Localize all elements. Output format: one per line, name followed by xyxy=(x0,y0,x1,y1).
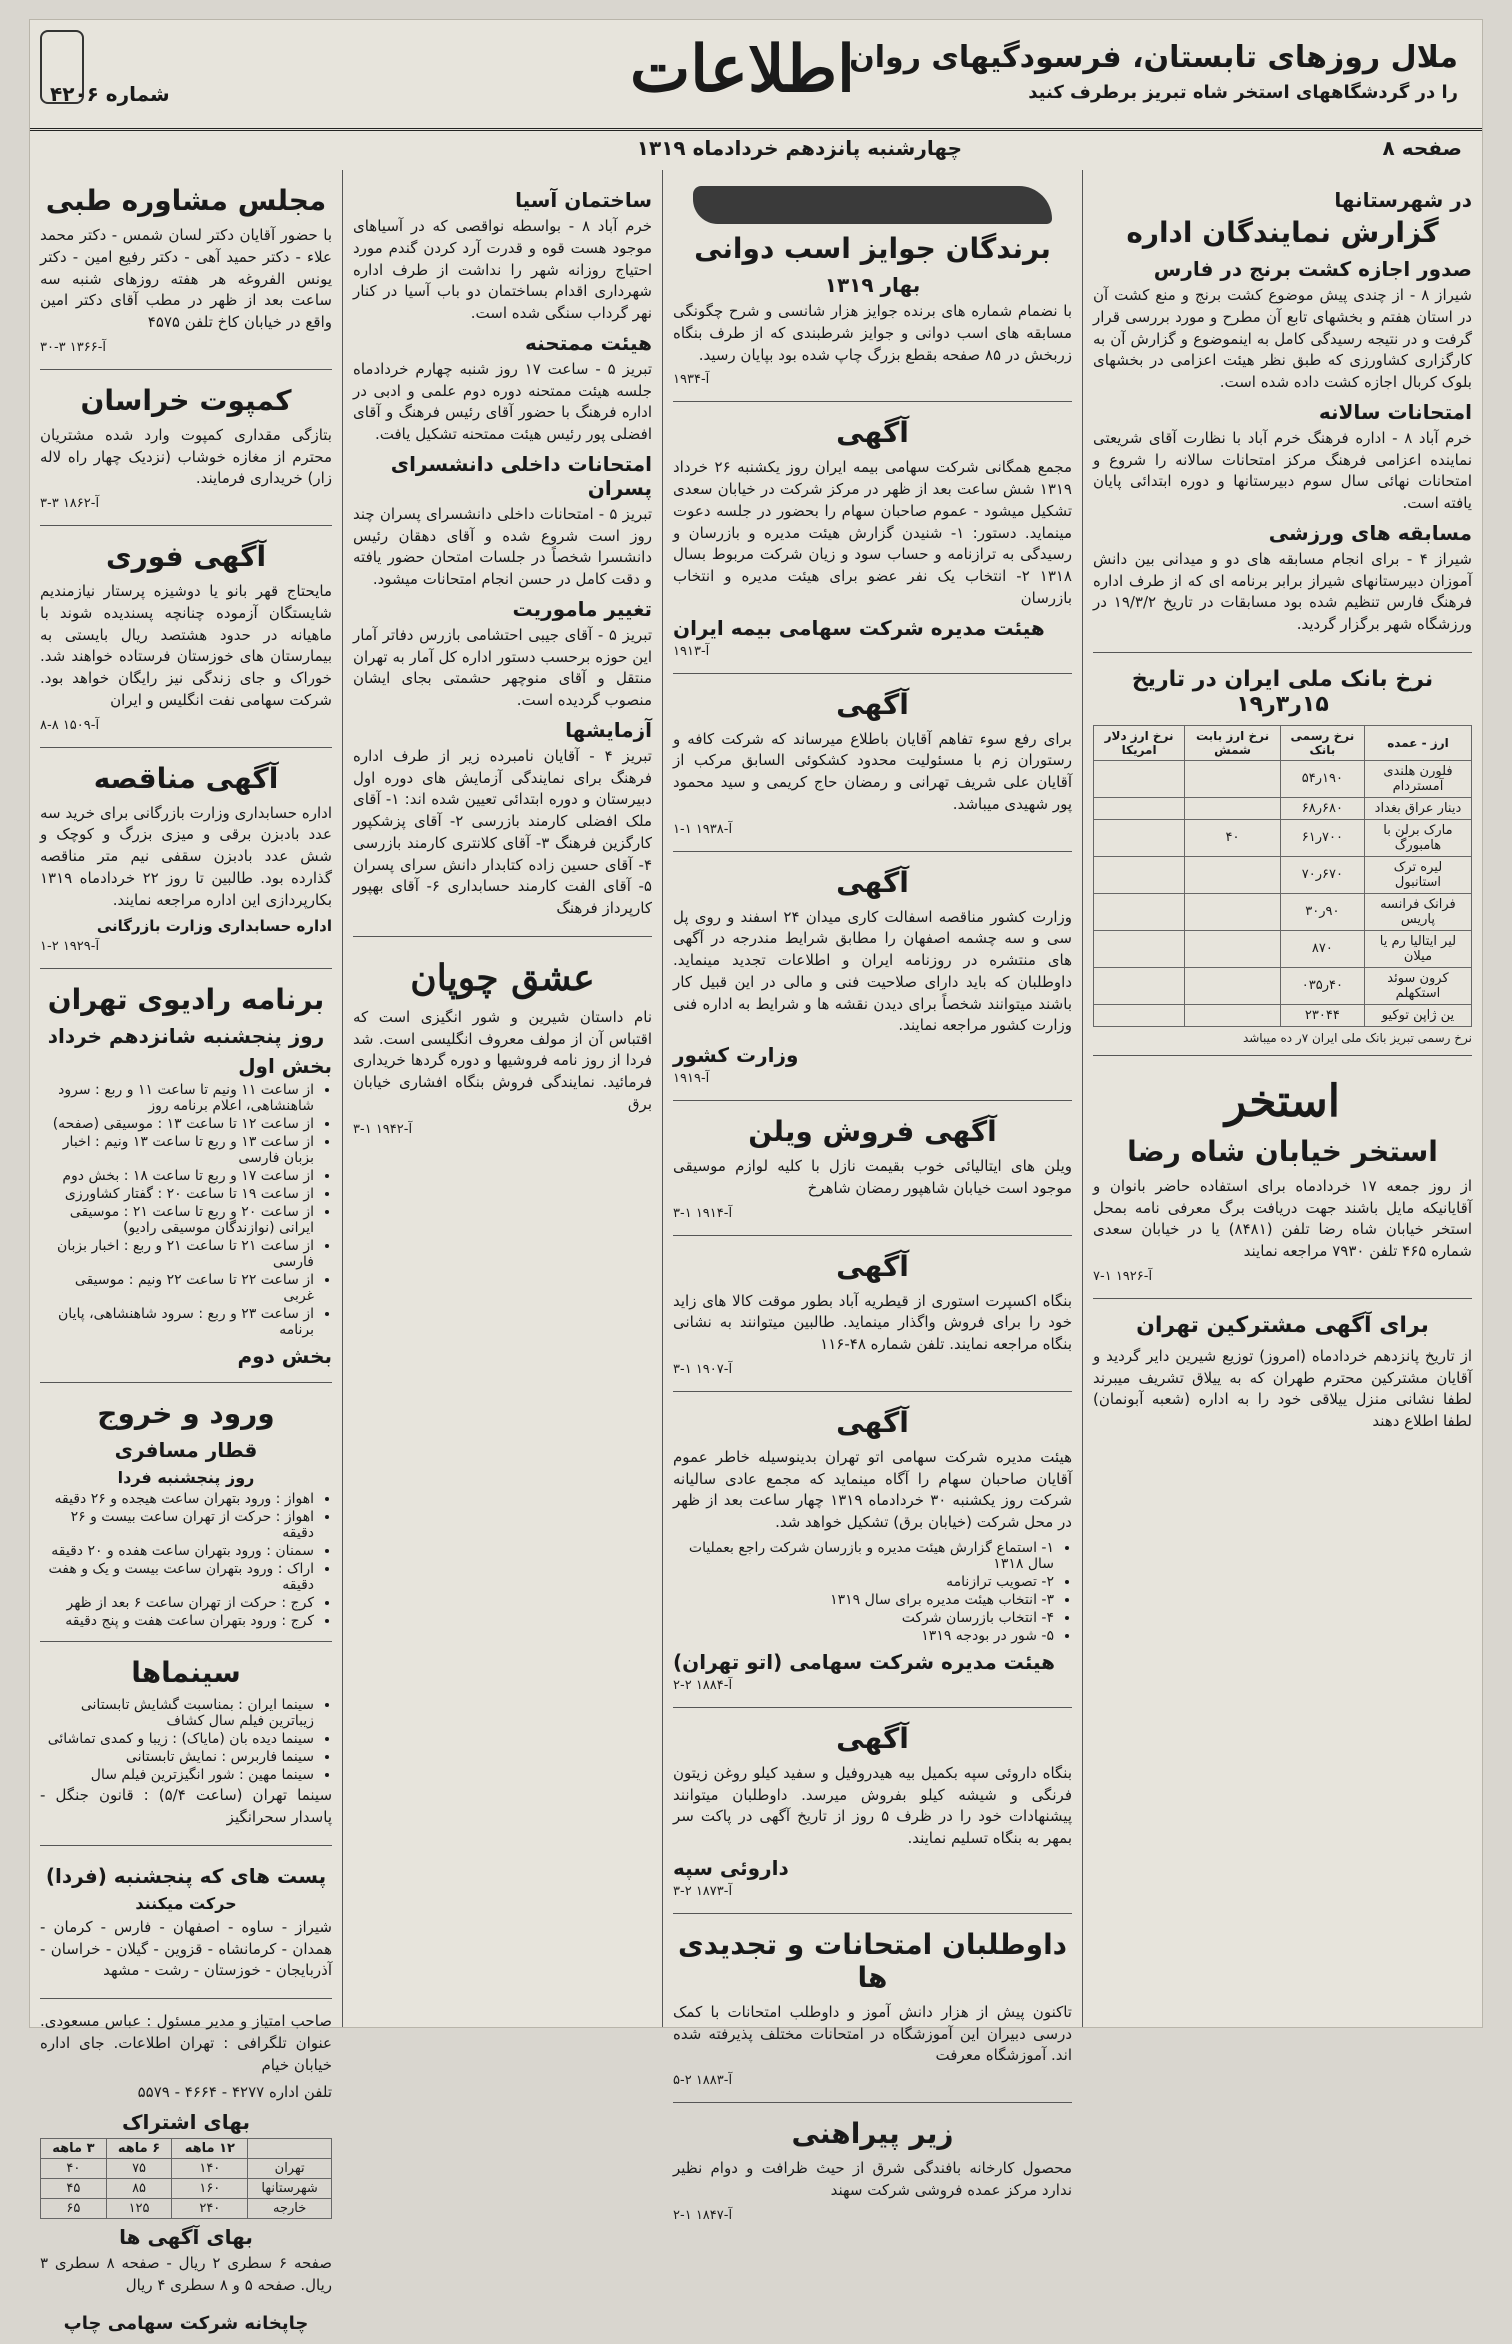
ad-text: مجمع همگانی شرکت سهامی بیمه ایران روز یکشنبه ۲۶ خرداد ۱۳۱۹ شش ساعت بعد از ظهر در مرکز شرکت در خیابان سعدی تشکیل میشود - عموم صاحبان سهام را بحضور در جلسه دعوت مینماید. دستور: ۱- شنیدن گزارش هیئت مدیره و بازرسان و رسیدگی به ترازنامه و حساب سود و زیان شرکت مربوط بسال ۱۳۱۸ ۲- انتخاب یک نفر عضو برای هیئت مدیره و انتخاب بازرسان xyxy=(673,458,1073,607)
rate-cell xyxy=(1185,856,1281,893)
article-heading: امتحانات سالانه xyxy=(1318,399,1472,424)
rate-cell: دینار عراق بغداد xyxy=(1364,797,1471,819)
list-item: • کرج : ورود بتهران ساعت هفت و پنج دقیقه xyxy=(40,1613,314,1629)
notice-text: بتازگی مقداری کمپوت وارد شده مشتریان محترم از مغازه خوشاب (نزدیک چهار راه لاله زار) خریداری فرمایند. xyxy=(40,425,332,488)
auto-tehran-ad xyxy=(673,1398,1072,1708)
dateline xyxy=(30,132,1482,164)
cinema-extra: سینما تهران (ساعت ۵/۴) : قانون جنگل - پاسدار سحرانگیز xyxy=(40,1786,333,1826)
ministry-ad xyxy=(673,858,1072,1102)
rate-cell: ۹۰ر۳۰ xyxy=(1280,893,1364,930)
article-heading: تغییر ماموریت xyxy=(512,596,652,621)
ad-code: آ-۱۸۷۳ ۲-۳ xyxy=(673,1883,733,1899)
table-cell: ۴۰ xyxy=(41,2159,107,2179)
rate-cell: فلورن هلندی آمستردام xyxy=(1364,760,1471,797)
cinema-title: سینماها xyxy=(131,1656,241,1690)
section-title: گزارش نمایندگان اداره xyxy=(1126,216,1439,249)
notice-title: برندگان جوایز اسب دوانی xyxy=(694,232,1051,265)
list-item: • ۴- انتخاب بازرسان شرکت xyxy=(673,1610,1054,1626)
list-item: • سمنان : ورود بتهران ساعت هفده و ۲۰ دقیقه xyxy=(40,1543,314,1559)
subscription-table xyxy=(40,2138,332,2219)
printer-name: چاپخانه شرکت سهامی چاپ xyxy=(63,2312,309,2334)
ad-code: آ-۱۹۰۷ ۱-۳ xyxy=(673,1361,733,1377)
rates-table xyxy=(1093,725,1472,1027)
provinces-section xyxy=(1093,176,1472,653)
medical-consult xyxy=(40,176,332,370)
table-row xyxy=(41,2199,332,2219)
issue-date: چهارشنبه پانزدهم خردادماه ۱۳۱۹ xyxy=(636,136,962,160)
newspaper-logo: اطلاعات xyxy=(630,32,855,107)
radio-schedule xyxy=(40,1082,332,1338)
rate-cell xyxy=(1185,1004,1281,1026)
table-cell: ۱۴۰ xyxy=(172,2159,248,2179)
radio-part: بخش دوم xyxy=(237,1344,332,1369)
pharmacy-ad xyxy=(673,1714,1072,1914)
table-row xyxy=(1094,1004,1472,1026)
ad-text: بنگاه داروئی سپه بکمیل بیه هیدروفیل و سفید کیلو روغن زیتون فرنگی و شیشه کیلو بفروش میرسد. داوطلبان میتوانند پیشنهادات خود را در ظرف ۵ روز از تاریخ آگهی در پاکت سر بمهر به بنگاه تسلیم نمایند. xyxy=(673,1763,1072,1847)
table-row xyxy=(41,2179,332,2199)
table-cell: ۸۵ xyxy=(106,2179,172,2199)
express-ad xyxy=(673,1242,1072,1392)
pool-subtitle: استخر خیابان شاه رضا xyxy=(1127,1134,1438,1168)
exam-ad xyxy=(673,1920,1072,2103)
ad-code: آ-۱۵۰۹ ۸-۸ xyxy=(40,717,100,733)
subscribers-text: از تاریخ پانزدهم خردادماه (امروز) توزیع شیرین دایر گردید و آقایان مشترکین محترم طهران که به ییلاق تشریف میبرند لطفا نشانی منزل ییلاقی خود را به اداره (شعبه آبونمان) لطفا اطلاع دهند xyxy=(1093,1346,1472,1430)
radio-subtitle: روز پنجشنبه شانزدهم خرداد xyxy=(47,1024,325,1049)
notice-title: آگهی مناقصه xyxy=(93,761,279,795)
rate-cell: ۲۳۰۴۴ xyxy=(1280,1004,1364,1026)
urgent-ad xyxy=(40,532,332,748)
ad-code: آ-۱۹۱۹ xyxy=(673,1071,710,1086)
newspaper-page xyxy=(30,20,1482,2334)
rates-header: نرخ ارز بابت شمش xyxy=(1185,725,1281,760)
subscribers-notice xyxy=(1093,1305,1472,1449)
rate-cell: ۷۰۰ر۶۱ xyxy=(1280,819,1364,856)
ad-text: برای رفع سوء تفاهم آقایان باطلاع میرساند که شرکت کافه و رستوران زم با مسئولیت محدود کشکوئی السابق مرکب از آقایان علی شریف تهرانی و رمضان حاج کریمی و سید محمود پور شهیدی میباشد. xyxy=(673,729,1072,813)
ad-signature: هیئت مدیره شرکت سهامی (اتو تهران) xyxy=(673,1649,1056,1674)
article-text: شیراز ۸ - از چندی پیش موضوع کشت برنج و منع کشت آن در استان هفتم و بخشهای تابع آن مطرح و مورد بررسی قرار گرفت و در نتیجه رسیدگی کامل به اینموضوع و گزارش آن به کارگزاری کشاورزی که طبق نظر هیئت اعزامی در بخشهای بلوک کربال اجازه کشت داده شده است. xyxy=(1093,286,1472,391)
masthead-subslogan: را در گردشگاههای استخر شاه تبریز برطرف کنید xyxy=(1028,82,1458,103)
insurance-ad xyxy=(673,408,1072,673)
ad-code: آ-۱۹۲۹ ۲-۱ xyxy=(40,939,100,955)
article-text: خرم آباد ۸ - بواسطه نواقصی که در آسیاهای موجود هست قوه و قدرت آرد کردن گندم مورد احتیاج روزانه شهر را نداشت از طرف اداره شهرداری اقدام بساختمان دو باب آسیا در کنار نهر گرداب سنگی شده است. xyxy=(353,217,652,322)
ad-title: آگهی فروش ویلن xyxy=(748,1115,997,1148)
table-row xyxy=(1094,856,1472,893)
notice-text: مایحتاج قهر بانو یا دوشیزه پرستار نیازمندیم شایستگان آزموده چنانچه پسندیده شوند با ماهیانه در حدود هشتصد ریال بایستی به بیمارستان های خوزستان فرستاده خواهند شد. خوراک و جای زندگی نیز رایگان خواهد بود. شرکت سهامی نفت انگلیس و ایران xyxy=(40,582,332,709)
column-news xyxy=(342,170,662,2027)
travel-schedule xyxy=(40,1389,332,1642)
list-item: • اهواز : حرکت از تهران ساعت بیست و ۲۶ دقیقه xyxy=(40,1509,314,1541)
rate-cell xyxy=(1185,930,1281,967)
rate-cell xyxy=(1094,760,1185,797)
cinema-listings xyxy=(40,1648,332,1846)
posts-subtitle: حرکت میکنند xyxy=(135,1893,237,1913)
list-item: • ۱- استماع گزارش هیئت مدیره و بازرسان شرکت راجع بعملیات سال ۱۳۱۸ xyxy=(673,1540,1054,1572)
table-cell: ۱۲۵ xyxy=(106,2199,172,2219)
ad-signature: هیئت مدیره شرکت سهامی بیمه ایران xyxy=(673,615,1045,640)
list-item: • از ساعت ۲۳ و ربع : سرود شاهنشاهی، پایان برنامه xyxy=(40,1306,314,1338)
notice-title: آگهی فوری xyxy=(105,540,267,573)
list-item: • از ساعت ۱۱ ونیم تا ساعت ۱۱ و ربع : سرود شاهنشاهی، اعلام برنامه روز xyxy=(40,1082,314,1114)
list-item: • ۵- شور در بودجه ۱۳۱۹ xyxy=(673,1628,1054,1644)
owner-text: صاحب امتیاز و مدیر مسئول : عباس مسعودی. عنوان تلگرافی : تهران اطلاعات. جای اداره خیابان خیام xyxy=(40,2012,332,2074)
list-item: • سینما فاربرس : نمایش تابستانی xyxy=(40,1749,314,1765)
ad-rates-text: صفحه ۶ سطری ۲ ریال - صفحه ۸ سطری ۳ ریال. صفحه ۵ و ۸ سطری ۴ ریال xyxy=(40,2254,332,2294)
rate-cell xyxy=(1185,760,1281,797)
ad-title: آگهی xyxy=(836,416,909,450)
notice-text: اداره حسابداری وزارت بازرگانی برای خرید سه عدد بادبزن برقی و میزی بزرگ و کوچک و شش عدد بادبزن سقفی نیم متر مناقصه گذارده بود. طالبین تا روز ۲۲ خردادماه ۱۳۱۹ بکارپردازی این اداره مراجعه نمایند. xyxy=(40,803,333,909)
rate-cell xyxy=(1094,893,1185,930)
ad-code: آ-۱۸۴۷ ۱-۲ xyxy=(673,2207,733,2223)
ad-signature: داروئی سپه xyxy=(673,1855,789,1880)
rate-cell: ۶۸۰ر۶۸ xyxy=(1280,797,1364,819)
list-item: • از ساعت ۱۹ تا ساعت ۲۰ : گفتار کشاورزی xyxy=(40,1186,314,1202)
ad-title: آگهی xyxy=(836,1721,909,1755)
list-item: • از ساعت ۱۷ و ربع تا ساعت ۱۸ : بخش دوم xyxy=(40,1168,314,1184)
ad-code: آ-۱۹۱۴ ۱-۳ xyxy=(673,1205,733,1221)
rates-header: ارز - عمده xyxy=(1364,725,1471,760)
table-cell: ۶۵ xyxy=(41,2199,107,2219)
rate-cell xyxy=(1094,819,1185,856)
list-item: • از ساعت ۱۳ و ربع تا ساعت ۱۳ ونیم : اخبار بزبان فارسی xyxy=(40,1134,314,1166)
table-cell: ۷۵ xyxy=(106,2159,172,2179)
ad-title: زیر پیراهنی xyxy=(791,2117,954,2150)
rate-cell xyxy=(1185,797,1281,819)
ad-code: آ-۱۸۶۲ ۳-۳ xyxy=(40,496,100,511)
ad-code: آ-۱۹۳۴ xyxy=(673,372,710,388)
table-cell: ۲۴۰ xyxy=(172,2199,248,2219)
list-item: • سینما مهین : شور انگیزترین فیلم سال xyxy=(40,1767,314,1783)
column-provinces xyxy=(1082,170,1482,2027)
compote-ad xyxy=(40,376,332,526)
article-text: خرم آباد ۸ - اداره فرهنگ خرم آباد با نظارت آقای شریعتی نماینده اعزامی فرهنگ مرکز امتحانات سالانه را شروع و امتحانات نهائی سال سوم دبیرستانها و دوره ابتدائی پایان یافته است. xyxy=(1093,428,1472,512)
cinema-list xyxy=(40,1697,332,1783)
issue-number: شماره ۴۲۰۶ xyxy=(50,82,170,106)
table-row xyxy=(41,2159,332,2179)
ad-text: بنگاه اکسپرت استوری از قیطریه آباد بطور موقت کالا های زاید خود را برای فروش واگذار مینماید. طالبین میتوانند به نشانی بنگاه مراجعه نمایند. تلفن شماره ۴۸-۱۱۶ xyxy=(673,1291,1072,1353)
page-number: صفحه ۸ xyxy=(1382,136,1462,160)
section-label: در شهرستانها xyxy=(1334,188,1472,212)
ad-title: آگهی xyxy=(836,1249,909,1283)
radio-part: بخش اول xyxy=(238,1054,332,1079)
ad-code: آ-۱۸۸۴ ۲-۲ xyxy=(673,1677,733,1693)
publisher-info xyxy=(40,2005,332,2344)
undershirt-ad xyxy=(673,2109,1072,2237)
notice-text: با حضور آقایان دکتر لسان شمس - دکتر محمد علاء - دکتر حمید آهی - دکتر رفیع امین - دکتر یونس الفروغه هر هفته روزهای شنبه سه ساعت بعد از ظهر در مطب آقای دکتر امین واقع در خیابان کاخ تلفن ۴۵۷۵ xyxy=(40,226,332,331)
rate-cell: ۱۹۰ر۵۴ xyxy=(1280,760,1364,797)
pool-text: از روز جمعه ۱۷ خردادماه برای استفاده حاضر بانوان و آقایانیکه مایل باشند جهت دریافت برگ معرفی نامه بمحل استخر خیابان شاه رضا تلفن (۸۴۸۱) یا در خیابان سعدی شماره ۴۶۵ تلفن ۷۹۳۰ مراجعه نمایند xyxy=(1093,1176,1472,1260)
radio-title: برنامه رادیوی تهران xyxy=(47,983,325,1017)
article-heading: ساختمان آسیا xyxy=(515,188,652,212)
rates-note: نرخ رسمی تبریز بانک ملی ایران ۷ر ده میباشد xyxy=(1242,1030,1472,1045)
agenda-list xyxy=(673,1540,1072,1644)
rates-header: نرخ رسمی بانک xyxy=(1280,725,1364,760)
article-text: تبریز ۵ - ساعت ۱۷ روز شنبه چهارم خردادماه جلسه هیئت ممتحنه دوره دوم علمی و ادبی در اداره فرهنگ با حضور آقای رئیس فرهنگ و آقای افضلی پور رئیس هیئت ممتحنه تشکیل یافت. xyxy=(353,359,652,443)
ad-rates-title: بهای آگهی ها xyxy=(119,2225,253,2249)
rate-cell xyxy=(1094,1004,1185,1026)
rate-cell xyxy=(1185,893,1281,930)
posts-title: پست های که پنجشنبه (فردا) xyxy=(45,1863,327,1888)
article-text: تبریز ۵ - آقای جیبی احتشامی بازرس دفاتر آمار این حوزه برحسب دستور اداره کل آمار به تهران منتقل و آقای منوچهر حشمتی بجای ایشان منصوب گردیده است. xyxy=(353,625,653,709)
rate-cell xyxy=(1185,967,1281,1004)
rate-cell: مارک برلن با هامبورگ xyxy=(1364,819,1471,856)
column-notices xyxy=(30,170,342,2334)
rates-title: نرخ بانک ملی ایران در تاریخ ۱۵ر۳ر۱۹ xyxy=(1131,666,1434,717)
ad-text: ویلن های ایتالیائی خوب بقیمت نازل با کلیه لوازم موسیقی موجود است خیابان شاهپور رمضان شاهرخ xyxy=(673,1157,1072,1197)
rate-cell: ۸۷۰ xyxy=(1280,930,1364,967)
table-cell: ۴۵ xyxy=(41,2179,107,2199)
article-heading: آزمایشها xyxy=(565,717,652,742)
exchange-rates xyxy=(1093,659,1472,1056)
rate-cell: کرون سوئد استکهلم xyxy=(1364,967,1471,1004)
table-row xyxy=(1094,760,1472,797)
ad-title: داوطلبان امتحانات و تجدیدی ها xyxy=(677,1927,1068,1994)
ad-text: محصول کارخانه بافندگی شرق از حیث ظرافت و دوام نظیر ندارد مرکز عمده فروشی شرکت سهند xyxy=(673,2159,1072,2199)
ad-signature: وزارت کشور xyxy=(673,1043,799,1067)
ad-signature: اداره حسابداری وزارت بازرگانی xyxy=(96,917,332,936)
posts-text: شیراز - ساوه - اصفهان - فارس - کرمان - همدان - کرمانشاه - قزوین - گیلان - خراسان - آذربایجان - خوزستان - رشت - مشهد xyxy=(40,1917,332,1980)
article-heading: صدور اجازه کشت برنج در فارس xyxy=(1153,257,1472,281)
list-item: • اراک : ورود بتهران ساعت بیست و یک و هفت دقیقه xyxy=(40,1561,314,1593)
table-cell: ۱۶۰ xyxy=(172,2179,248,2199)
book-title: عشق چوپان xyxy=(410,956,595,999)
article-text: تبریز ۴ - آقایان نامبرده زیر از طرف اداره فرهنگ برای نمایندگی آزمایش های دوره اول دبیرستان و دوره ابتدائی تعیین شده اند: ۱- آقای ملک افضلی کارمند بازرسی ۲- آقای پزشکپور کارگزین فرهنگ ۳- آقای کلانتری کارمند بازرسی ۴- آقای حسین زاده کتابدار دانش سرای پسران ۵- آقای الفت کارمند حسابداری ۶- آقای بهپور کارپرداز فرهنگ xyxy=(353,746,652,917)
ad-code: آ-۱۹۴۲ ۱-۳ xyxy=(353,1121,413,1137)
column-ads-center xyxy=(662,170,1082,2223)
pool-ad xyxy=(1093,1062,1472,1299)
subscribers-title: برای آگهی مشترکین تهران xyxy=(1136,1312,1429,1338)
article-heading: مسابقه های ورزشی xyxy=(1268,520,1472,545)
tender-ad xyxy=(40,754,332,970)
ad-text: وزارت کشور مناقصه اسفالت کاری میدان ۲۴ اسفند و روی پل سی و سه چشمه اصفهان را مطابق شرایط مندرجه در آگهی های منتشره در روزنامه ایران و اطلاعات تجدید مینماید. داوطلبان که باید دارای صلاحیت فنی و مالی در این قبیل کار باشند میتوانند شخصاً برای دیدن نقشه ها و شرایط به اداره فنی وزارت کشور مراجعه نمایند. xyxy=(673,907,1072,1035)
ad-code: آ-۱۹۱۳ xyxy=(673,643,710,659)
list-item: • سینما دیده بان (مایاک) : زیبا و کمدی تماشائی xyxy=(40,1731,314,1747)
rate-cell: فرانک فرانسه پاریس xyxy=(1364,893,1471,930)
ad-title: آگهی xyxy=(836,687,909,721)
horse-race-notice xyxy=(673,176,1072,402)
notice-subtitle: بهار ۱۳۱۹ xyxy=(824,273,921,297)
rate-cell xyxy=(1094,856,1185,893)
ad-title: آگهی xyxy=(836,1405,909,1439)
phone-numbers: تلفن اداره ۴۲۷۷ - ۴۶۶۴ - ۵۵۷۹ xyxy=(137,2083,332,2102)
article-text: تبریز ۵ - امتحانات داخلی دانشسرای پسران چند روز است شروع شده و آقای دهقان رئیس دانشسرا شخصاً در جلسات امتحان حضور یافته و دقت کامل در حسن انجام امتحانات میشود. xyxy=(353,504,652,588)
violin-ad xyxy=(673,1107,1072,1236)
cafe-ad xyxy=(673,680,1072,852)
table-row xyxy=(1094,893,1472,930)
article-heading: هیئت ممتحنه xyxy=(525,330,652,355)
table-header: ۶ ماهه xyxy=(106,2139,172,2159)
table-row xyxy=(41,2139,332,2159)
posts-notice xyxy=(40,1852,332,1999)
table-row xyxy=(1094,819,1472,856)
masthead xyxy=(30,20,1482,131)
table-cell: تهران xyxy=(248,2159,332,2179)
rate-cell: لیره ترک استانبول xyxy=(1364,856,1471,893)
notice-title: مجلس مشاوره طبی xyxy=(45,184,327,217)
book-text: نام داستان شیرین و شور انگیزی است که اقتباس آن از مولف معروف انگلیسی است. شد فردا از روز نامه فروشیها و دوره گردها خریداری فرمائید. نمایندگی فروش بنگاه افشاری خیابان برق xyxy=(353,1007,652,1113)
table-cell: شهرستانها xyxy=(248,2179,332,2199)
ad-code: آ-۱۹۲۶ ۱-۷ xyxy=(1093,1268,1153,1284)
notice-text: با نضمام شماره های برنده جوایز هزار شانسی و شرح چگونگی مسابقه های اسب دوانی و جوایز شرطبندی که از طرف بنگاه زربخش در ۸۵ صفحه بقطع بزرگ چاپ شده بود بپایان رسید. xyxy=(673,302,1072,364)
list-item: • ۳- انتخاب هیئت مدیره برای سال ۱۳۱۹ xyxy=(673,1592,1054,1608)
table-row xyxy=(1094,967,1472,1004)
ad-title: آگهی xyxy=(836,865,909,899)
ad-code: آ-۱۹۳۸ ۱-۱ xyxy=(673,821,733,837)
masthead-slogan: ملال روزهای تابستان، فرسودگیهای روان xyxy=(849,40,1458,75)
rate-cell: ۴۰ xyxy=(1185,819,1281,856)
rate-cell xyxy=(1094,930,1185,967)
ad-code: آ-۱۳۶۶ ۳-۳۰ xyxy=(40,339,107,355)
pool-title: استخر xyxy=(1224,1075,1341,1127)
travel-subtitle: قطار مسافری xyxy=(114,1438,258,1463)
travel-subtitle: روز پنجشنبه فردا xyxy=(117,1468,255,1488)
subscription-title: بهای اشتراک xyxy=(122,2110,250,2134)
list-item: • کرج : حرکت از تهران ساعت ۶ بعد از ظهر xyxy=(40,1595,314,1611)
list-item: • سینما ایران : بمناسبت گشایش تابستانی زیباترین فیلم سال کشاف xyxy=(40,1697,314,1729)
rate-cell xyxy=(1094,797,1185,819)
travel-list xyxy=(40,1491,332,1629)
radio-program xyxy=(40,975,332,1383)
news-section xyxy=(353,176,652,937)
rate-cell xyxy=(1094,967,1185,1004)
article-heading: امتحانات داخلی دانشسرای پسران xyxy=(390,451,652,500)
list-item: • از ساعت ۲۲ تا ساعت ۲۲ ونیم : موسیقی غربی xyxy=(40,1272,314,1304)
table-row xyxy=(1094,797,1472,819)
travel-title: ورود و خروج xyxy=(97,1397,275,1431)
table-row xyxy=(1094,930,1472,967)
book-ad xyxy=(353,943,652,1151)
notice-title: کمپوت خراسان xyxy=(80,383,292,417)
article-text: شیراز ۴ - برای انجام مسابقه های دو و میدانی بین دانش آموزان دبیرستانهای شیراز برابر برنامه ای که از طرف اداره فرهنگ فارس تنظیم شده بود مسابقات در تاریخ ۱۹/۳/۲ در ورزشگاه شهر برگزار گردید. xyxy=(1093,549,1472,633)
list-item: • از ساعت ۱۲ تا ساعت ۱۳ : موسیقی (صفحه) xyxy=(40,1116,314,1132)
rates-header: نرخ ارز دلار امریکا xyxy=(1094,725,1185,760)
rate-cell: ین ژاپن توکیو xyxy=(1364,1004,1471,1026)
list-item: • از ساعت ۲۰ و ربع تا ساعت ۲۱ : موسیقی ایرانی (نوازندگان موسیقی رادیو) xyxy=(40,1204,314,1236)
ad-text: تاکنون پیش از هزار دانش آموز و داوطلب امتحانات با کمک درسی دبیران این آموزشگاه در امتحانات مختلف پذیرفته شده اند. آموزشگاه معرفت xyxy=(673,2002,1072,2065)
rate-cell: ۶۷۰ر۷۰ xyxy=(1280,856,1364,893)
ad-text: هیئت مدیره شرکت سهامی اتو تهران بدینوسیله خاطر عموم آقایان صاحبان سهام را آگاه مینماید که مجمع عادی سالیانه شرکت روز یکشنبه ۳۰ خردادماه ۱۳۱۹ چهار ساعت بعد از ظهر در محل شرکت (خیابان برق) تشکیل خواهد شد. xyxy=(673,1447,1073,1531)
rate-cell: لیر ایتالیا رم یا میلان xyxy=(1364,930,1471,967)
ad-code: آ-۱۸۸۳ ۲-۵ xyxy=(673,2073,733,2088)
list-item: • از ساعت ۲۱ تا ساعت ۲۱ و ربع : اخبار بزبان فارسی xyxy=(40,1238,314,1270)
list-item: • اهواز : ورود بتهران ساعت هیجده و ۲۶ دقیقه xyxy=(40,1491,314,1507)
table-header: ۱۲ ماهه xyxy=(172,2139,248,2159)
table-header: ۳ ماهه xyxy=(41,2139,107,2159)
list-item: • ۲- تصویب ترازنامه xyxy=(673,1574,1054,1590)
table-header xyxy=(248,2139,332,2159)
table-cell: خارجه xyxy=(248,2199,332,2219)
rate-cell: ۴۰ر۰۳۵ xyxy=(1280,967,1364,1004)
racehorse-illustration xyxy=(693,186,1052,224)
